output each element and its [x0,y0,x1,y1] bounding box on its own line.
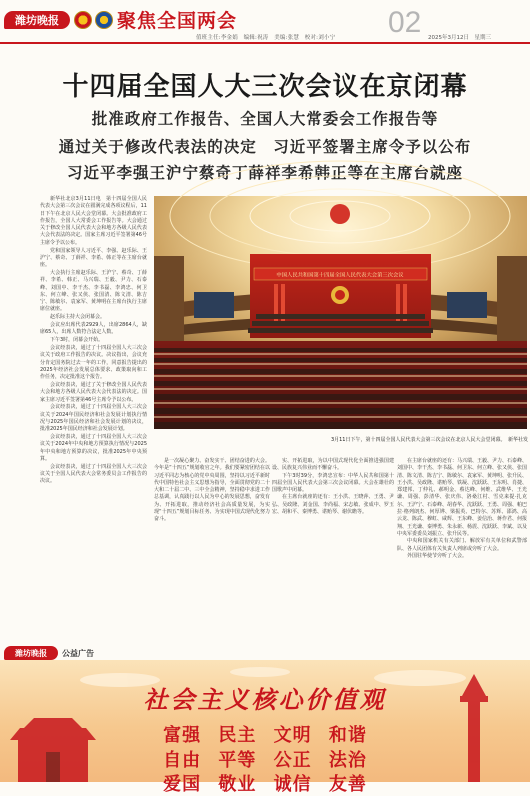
value-word: 公正 [273,750,312,771]
paragraph: 下午3时，闭幕会开始。 [50,337,104,344]
cppcc-emblem-icon [95,11,113,29]
value-word: 和谐 [328,725,367,746]
paragraph: 中央和国家机关有关部门、解放军有关单位和武警部队、各人民团体有关负责人列席或旁听了大会。 [397,538,527,552]
paragraph: 会议经表决，通过了十四届全国人大三次会议关于2024年国民经济和社会发展计划执行情况与2025年国民经济和社会发展计划的决议，批准2025年国民经济和社会发展计划。 [40,404,147,433]
values-row-2 [0,746,530,772]
issue-date: 2025年3月12日 星期三 [428,35,491,41]
values-row-3 [0,770,530,796]
paragraph: 是一次凝心聚力、奋发实干、团结奋进的大会。今年是“十四五”规划收官之年。我们要紧密团结在以习近平同志为核心的党中央周围，坚持以习近平新时代中国特色社会主义思想为指导，全面贯彻党的二十大和二十届二中、三中全会精神，坚持稳中求进工作总基调，认真践行以人民为中心的发展思想，奋发有为、开拓进取，推动经济社会高质量发展，为实现“十四五”规划目标任务、为实现中国式现代化努力奋斗。 [154,458,270,523]
masthead-rule [0,42,530,44]
paragraph: 新华社北京3月11日电 第十四届全国人民代表大会第三次会议在圆满完成各项议程后，11日下午在北京人民大会堂闭幕。大会批准政府工作报告，全国人大常委会工作报告等。大会通过关于修改全国人民代表大会和地方各级人民代表大会代表法的决定。国家主席习近平签署第46号主席令予以公布。 [40,196,147,246]
photo-caption: 3月11日下午，第十四届全国人民代表大会第三次会议在北京人民大会堂闭幕。 新华社发 [330,437,528,443]
ad-paper-logo: 潍坊晚报 [4,646,58,660]
article-column-middle [154,458,270,630]
value-word: 民主 [218,725,257,746]
value-word: 富强 [163,725,202,746]
article-column-center [272,458,394,630]
article-column-left [40,196,147,628]
paragraph: 下午3时39分，李鸿忠宣布：中华人民共和国第十四届全国人民代表大会第三次会议闭幕。大会在雄壮的国歌声中闭幕。 [272,472,394,494]
paper-logo: 潍坊晚报 [4,11,70,29]
section-title: 聚焦全国两会 [117,10,238,32]
subheadline-2: 通过关于修改代表法的决定 习近平签署主席令予以公布 [58,137,472,156]
value-word: 敬业 [218,774,257,795]
public-service-ad [0,660,530,795]
national-emblem-icon [74,11,92,29]
page-number: 02 [388,6,422,39]
subheadline-3: 习近平李强王沪宁蔡奇丁薛祥李希韩正等在主席台就座 [66,163,463,182]
value-word: 文明 [273,725,312,746]
photo-banner: 中国人民共和国第十四届全国人民代表大会第三次会议 [276,272,404,279]
paragraph: 外国驻华使节旁听了大会。 [407,552,468,559]
value-word: 平等 [218,750,257,771]
article-column-right [397,458,527,630]
main-headline: 十四届全国人大三次会议在京闭幕 [62,72,468,102]
paragraph: 党和国家领导人习近平、李强、赵乐际、王沪宁、蔡奇、丁薛祥、李希、韩正等在主席台就座。 [40,247,147,269]
paragraph: 实、开拓进取，为以中国式现代化全面推进强国建设、民族复兴伟业而不懈奋斗。 [272,458,394,472]
value-word: 友善 [328,774,367,795]
ad-label [4,646,94,660]
paragraph: 会议应出席代表2929人，出席2864人，缺席65人，出席人数符合法定人数。 [40,322,147,336]
paragraph: 会议经表决，通过了十四届全国人大三次会议关于政府工作报告的决议。决议指出，会议充分肯定国务院过去一年的工作，同意报告提出的2025年经济社会发展总体要求、政策取向和工作任务，决定批准这个报告。 [40,344,147,381]
masthead [0,0,530,44]
values-row-1 [0,721,530,747]
ad-label-text: 公益广告 [62,648,94,658]
value-word: 爱国 [163,774,202,795]
great-hall-photo [154,196,527,429]
paragraph: 在主席台就座的还有：马兴瑞、王毅、尹力、石泰峰、刘国中、李干杰、李书磊、何卫东、何立峰、张又侠、张国清、陈文清、陈吉宁、陈敏尔、袁家军、黄坤明、张升民、王小洪、吴政隆、谌贻琴、铁凝、沈跃跃、王东明、肖捷、郑建邦、丁仲礼、郝明金、蔡达峰、何维、武维华、王光谦、周强、彭清华、张庆伟、洛桑江村、雪克来提·扎克尔、王沪宁、石泰峰、胡春华、沈跃跃、王勇、周强、帕巴拉·格列朗杰、何厚铧、梁振英、巴特尔、苏辉、邵鸿、高云龙、陈武、穆虹、咸辉、王东峰、姜信治、蒋作君、何报翔、王光谦、秦博勇、朱永新、杨震、沈跃跃、李斌、以及中央军委委员刘振立、张升民等。 [397,458,528,537]
value-word: 诚信 [273,774,312,795]
paragraph: 会议经表决，通过了十四届全国人大三次会议关于全国人民代表大会常务委员会工作报告的决议。 [40,463,147,485]
paragraph: 大会执行主席赵乐际、王沪宁、蔡奇、丁薛祥、李希、韩正、马兴瑞、王毅、尹力、石泰峰、刘国中、李干杰、李书磊、李鸿忠、何卫东、何立峰、张又侠、张国清、陈文清、陈吉宁、陈敏尔、袁家军、黄坤明在主席台执行主席席位就座。 [40,269,147,313]
ad-slogan: 社会主义核心价值观 [143,685,387,714]
paragraph: 会议经表决，通过了十四届全国人大三次会议关于2024年中央和地方预算执行情况与2025年中央和地方预算的决议，批准2025年中央预算。 [40,434,147,462]
paragraph: 会议经表决，通过了关于修改全国人民代表大会和地方各级人民代表大会代表法的决定。国家主席习近平签署第46号主席令予以公布。 [40,381,147,403]
paragraph: 在主席台就座的还有：王小洪、王晓萍、王勇、尹弘、吴政隆、刘金国、李尚福、宋志敏、张成中、罗玉宏、胡和平、秦博勇、谌贻琴、谢伏瞻等。 [272,494,394,516]
paragraph: 赵乐际主持大会闭幕会。 [50,314,106,321]
value-word: 自由 [163,750,202,771]
value-word: 法治 [328,750,367,771]
editor-credits: 值班主任:李金娟 编辑:祝涛 美编:张慧 校对:刘小宁 [196,35,336,41]
subheadline-1: 批准政府工作报告、全国人大常委会工作报告等 [91,109,439,128]
masthead-left [4,6,237,33]
great-hall-illustration [154,196,527,429]
